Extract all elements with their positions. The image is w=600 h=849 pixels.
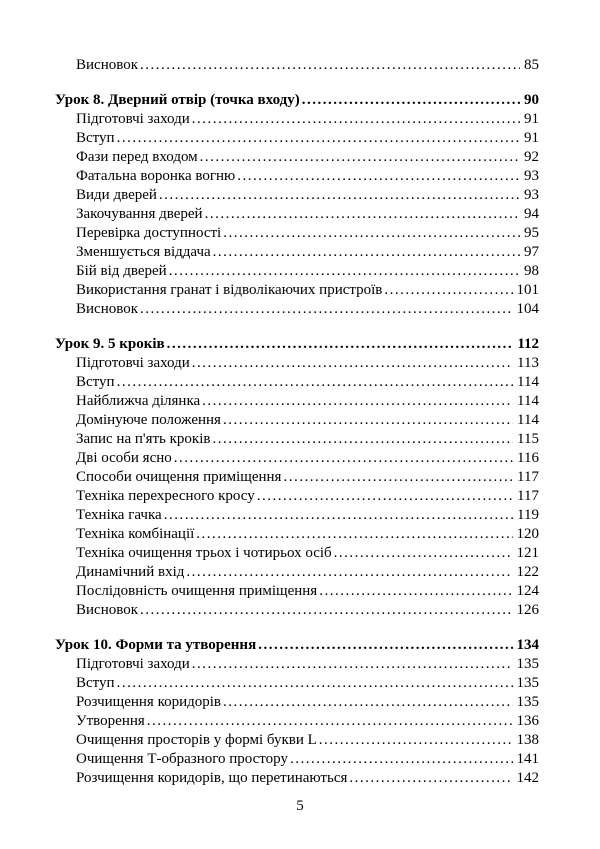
toc-entry-label: Найближча ділянка	[76, 393, 201, 409]
toc-entry	[55, 148, 539, 167]
toc-entry	[55, 544, 539, 563]
toc-entry-page-number: 135	[516, 675, 539, 691]
toc-entry-label: Фатальна воронка вогню	[76, 168, 236, 184]
toc-entry-page-number: 134	[516, 637, 539, 653]
toc-leader-dots	[237, 167, 520, 186]
toc-entry-page-number: 126	[516, 602, 539, 618]
toc-entry-label: Висновок	[76, 602, 138, 618]
toc-leader-dots	[169, 262, 520, 281]
toc-entry-page-number: 98	[524, 263, 539, 279]
toc-leader-dots	[192, 110, 520, 129]
toc-leader-dots	[205, 205, 520, 224]
toc-entry-page-number: 85	[524, 57, 539, 73]
toc-entry-label: Домінуюче положення	[76, 412, 221, 428]
toc-entry-page-number: 93	[524, 168, 539, 184]
toc-entry-label: Утворення	[76, 713, 145, 729]
toc-entry-page-number: 114	[517, 374, 539, 390]
toc-entry-page-number: 122	[516, 564, 539, 580]
toc-entry	[55, 300, 539, 319]
toc-leader-dots	[213, 243, 520, 262]
toc-entry-label: Фази перед входом	[76, 149, 198, 165]
toc-entry-label: Підготовчі заходи	[76, 355, 190, 371]
toc-entry-page-number: 124	[516, 583, 539, 599]
toc-leader-dots	[223, 224, 520, 243]
toc-entry-page-number: 119	[517, 507, 539, 523]
toc-entry	[55, 506, 539, 525]
toc-entry-page-number: 135	[516, 656, 539, 672]
toc-entry-page-number: 138	[516, 732, 539, 748]
toc-leader-dots	[319, 582, 512, 601]
toc-entry	[55, 769, 539, 788]
toc-entry	[55, 335, 539, 354]
toc-leader-dots	[302, 91, 520, 110]
toc-entry	[55, 129, 539, 148]
toc-entry-label: Розчищення коридорів, що перетинаються	[76, 770, 348, 786]
toc-leader-dots	[319, 731, 513, 750]
toc-leader-dots	[167, 335, 514, 354]
toc-entry-label: Динамічний вхід	[76, 564, 185, 580]
toc-leader-dots	[174, 449, 513, 468]
toc-entry-page-number: 92	[524, 149, 539, 165]
toc-entry	[55, 91, 539, 110]
toc-leader-dots	[212, 430, 513, 449]
toc-leader-dots	[140, 300, 513, 319]
toc-leader-dots	[117, 129, 520, 148]
toc-entry	[55, 56, 539, 75]
toc-leader-dots	[117, 373, 513, 392]
toc-entry	[55, 582, 539, 601]
toc-entry-label: Зменшується віддача	[76, 244, 211, 260]
toc-leader-dots	[159, 186, 520, 205]
toc-entry-label: Підготовчі заходи	[76, 111, 190, 127]
toc-leader-dots	[200, 148, 520, 167]
toc-leader-dots	[186, 563, 512, 582]
toc-leader-dots	[192, 354, 513, 373]
toc-entry-page-number: 116	[517, 450, 539, 466]
toc-entry-label: Способи очищення приміщення	[76, 469, 282, 485]
toc-entry	[55, 712, 539, 731]
toc-entry-label: Види дверей	[76, 187, 157, 203]
toc-entry-page-number: 104	[516, 301, 539, 317]
toc-entry	[55, 392, 539, 411]
toc-entry	[55, 186, 539, 205]
toc-entry-label: Урок 9. 5 кроків	[55, 336, 165, 352]
toc-entry-page-number: 142	[516, 770, 539, 786]
toc-entry	[55, 601, 539, 620]
toc-leader-dots	[349, 769, 512, 788]
toc-entry-label: Очищення Т-образного простору	[76, 751, 288, 767]
toc-entry-page-number: 90	[524, 92, 539, 108]
toc-entry-label: Урок 10. Форми та утворення	[55, 637, 257, 653]
toc-entry	[55, 354, 539, 373]
toc-entry	[55, 373, 539, 392]
toc-leader-dots	[290, 750, 513, 769]
page-number: 5	[296, 798, 304, 814]
toc-entry-page-number: 91	[524, 130, 539, 146]
toc-entry	[55, 750, 539, 769]
toc-entry	[55, 430, 539, 449]
toc-entry	[55, 205, 539, 224]
page-footer	[0, 798, 600, 815]
toc-entry	[55, 468, 539, 487]
toc-entry-page-number: 97	[524, 244, 539, 260]
toc-entry-page-number: 114	[517, 412, 539, 428]
toc-entry-label: Очищення просторів у формі букви L	[76, 732, 317, 748]
toc-leader-dots	[140, 56, 520, 75]
toc-entry-label: Урок 8. Дверний отвір (точка входу)	[55, 92, 300, 108]
toc-leader-dots	[202, 392, 513, 411]
toc-entry	[55, 411, 539, 430]
toc-entry-page-number: 136	[516, 713, 539, 729]
toc-leader-dots	[334, 544, 513, 563]
toc-entry	[55, 167, 539, 186]
toc-entry-page-number: 115	[517, 431, 539, 447]
toc-leader-dots	[223, 411, 513, 430]
toc-entry-page-number: 121	[516, 545, 539, 561]
toc-entry-label: Вступ	[76, 374, 115, 390]
toc-entry	[55, 563, 539, 582]
toc-leader-dots	[140, 601, 513, 620]
toc-leader-dots	[257, 487, 513, 506]
toc-entry	[55, 731, 539, 750]
toc-entry-page-number: 91	[524, 111, 539, 127]
toc-leader-dots	[223, 693, 512, 712]
toc-entry-label: Бій від дверей	[76, 263, 167, 279]
toc-entry-label: Перевірка доступності	[76, 225, 222, 241]
toc-entry-page-number: 93	[524, 187, 539, 203]
toc-entry-page-number: 94	[524, 206, 539, 222]
toc-leader-dots	[192, 655, 513, 674]
toc-entry	[55, 110, 539, 129]
toc-entry-label: Техніка гачка	[76, 507, 162, 523]
toc-entry-page-number: 120	[516, 526, 539, 542]
toc-entry	[55, 449, 539, 468]
toc-entry	[55, 674, 539, 693]
toc-leader-dots	[117, 674, 513, 693]
toc-entry-label: Дві особи ясно	[76, 450, 172, 466]
toc-entry	[55, 693, 539, 712]
toc-entry-page-number: 135	[516, 694, 539, 710]
toc-entry-page-number: 101	[516, 282, 539, 298]
toc-entry-label: Послідовність очищення приміщення	[76, 583, 318, 599]
toc-leader-dots	[147, 712, 513, 731]
toc-entry-label: Розчищення коридорів	[76, 694, 222, 710]
toc-entry-label: Висновок	[76, 57, 138, 73]
toc-entry-label: Підготовчі заходи	[76, 656, 190, 672]
toc-leader-dots	[283, 468, 513, 487]
toc-entry-label: Техніка комбінації	[76, 526, 195, 542]
toc-entry	[55, 655, 539, 674]
toc-entry-label: Техніка очищення трьох і чотирьох осіб	[76, 545, 332, 561]
toc-leader-dots	[196, 525, 512, 544]
toc-entry	[55, 636, 539, 655]
toc-entry-label: Закочування дверей	[76, 206, 203, 222]
toc-entry-label: Техніка перехресного кросу	[76, 488, 255, 504]
table-of-contents	[55, 56, 539, 788]
toc-entry-label: Використання гранат і відволікаючих пристроїв	[76, 282, 383, 298]
toc-entry-label: Вступ	[76, 130, 115, 146]
toc-entry	[55, 262, 539, 281]
toc-entry	[55, 243, 539, 262]
toc-entry	[55, 525, 539, 544]
toc-entry-label: Вступ	[76, 675, 115, 691]
toc-entry	[55, 487, 539, 506]
toc-entry-page-number: 141	[516, 751, 539, 767]
toc-entry	[55, 224, 539, 243]
toc-entry-page-number: 117	[517, 488, 539, 504]
toc-leader-dots	[258, 636, 512, 655]
toc-entry-page-number: 95	[524, 225, 539, 241]
toc-entry-label: Висновок	[76, 301, 138, 317]
toc-entry-label: Запис на п'ять кроків	[76, 431, 211, 447]
toc-entry-page-number: 112	[517, 336, 539, 352]
toc-entry-page-number: 114	[517, 393, 539, 409]
toc-entry	[55, 281, 539, 300]
toc-entry-page-number: 113	[517, 355, 539, 371]
toc-entry-page-number: 117	[517, 469, 539, 485]
toc-leader-dots	[384, 281, 512, 300]
toc-leader-dots	[164, 506, 513, 525]
